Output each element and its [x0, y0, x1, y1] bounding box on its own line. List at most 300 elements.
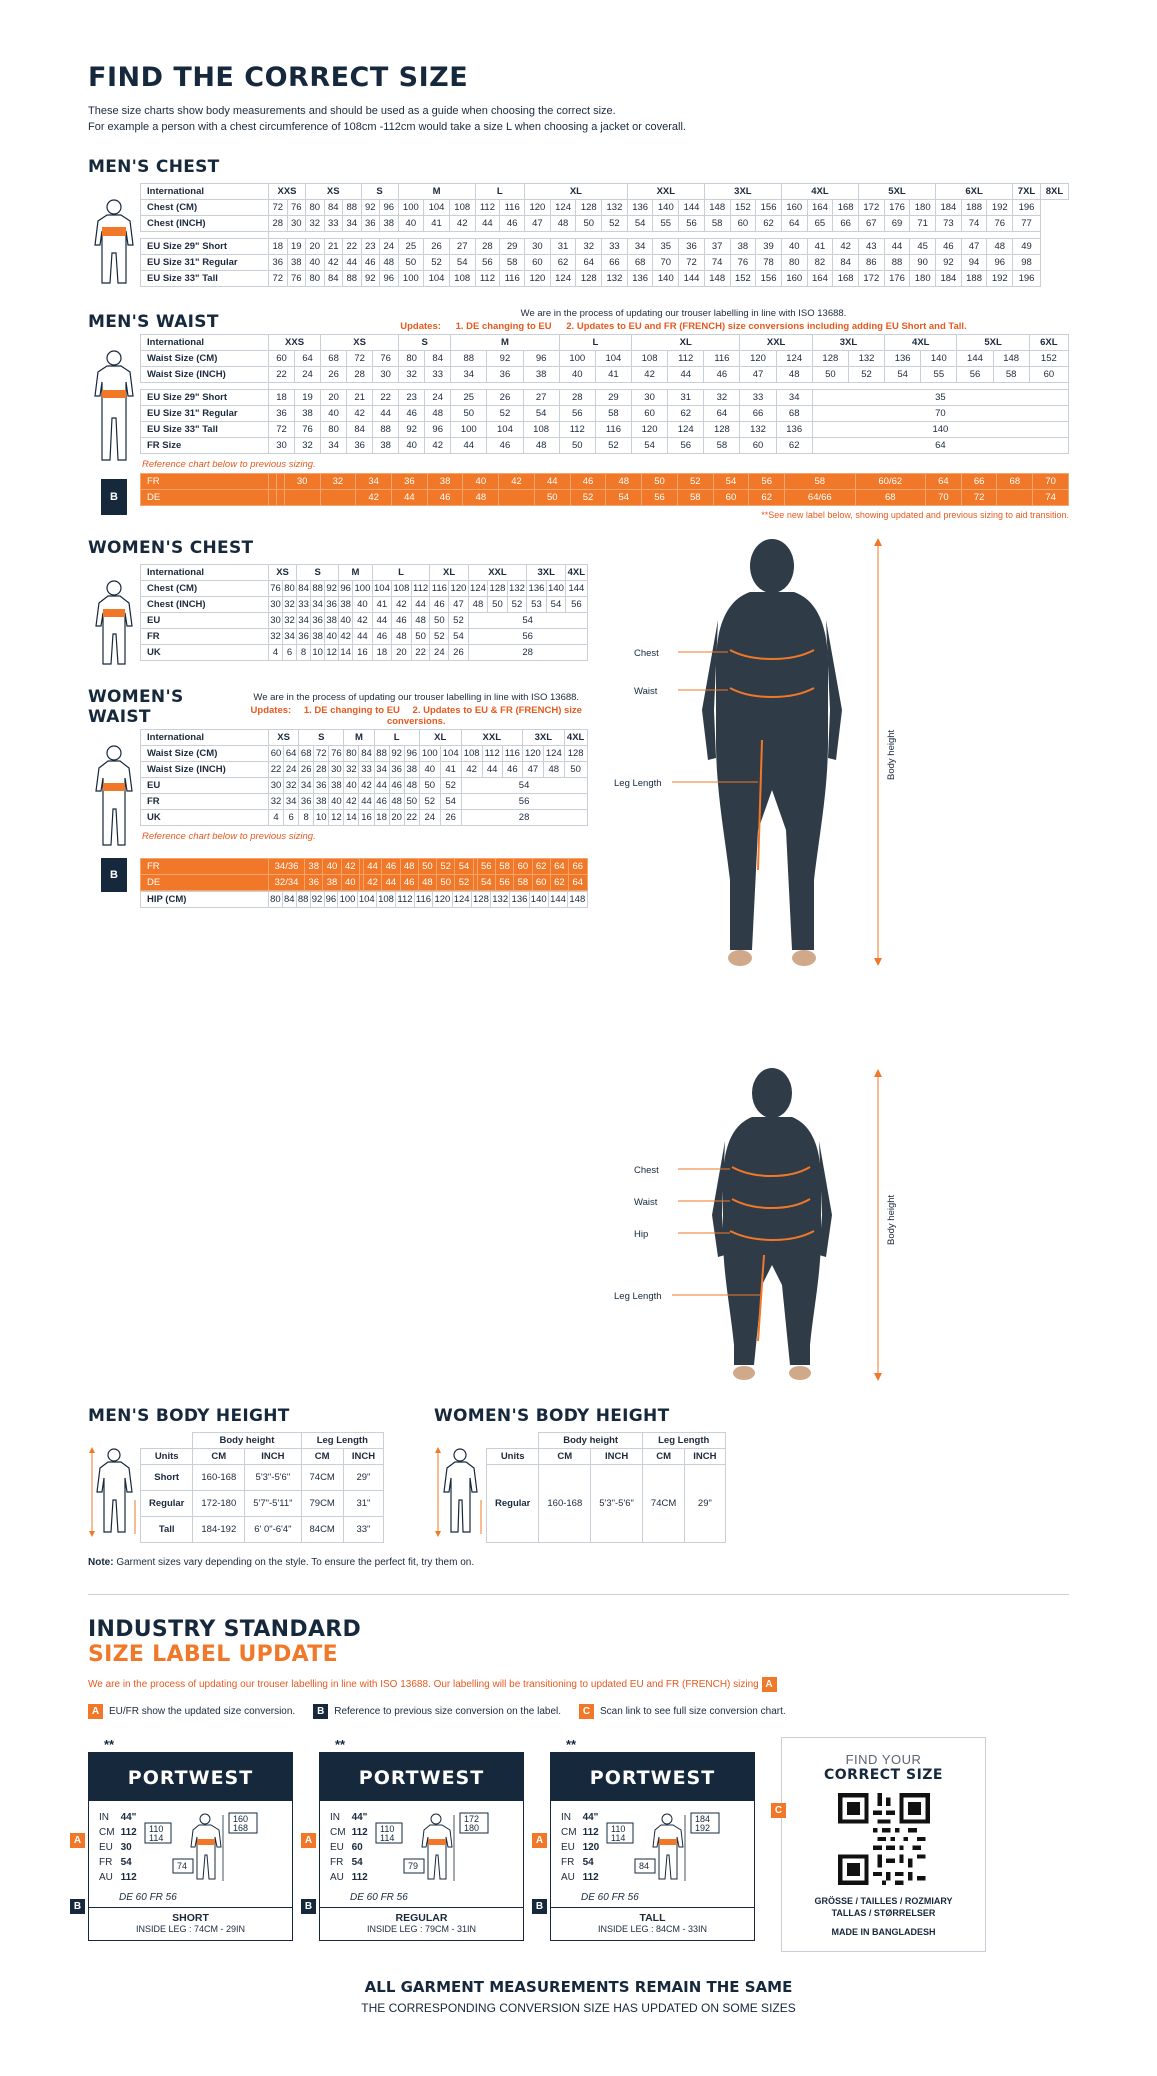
mens-waist-orange-body [141, 474, 1069, 506]
table-cell: 36 [314, 778, 329, 794]
table-cell: 128 [488, 581, 508, 597]
table-cell: 56 [566, 597, 587, 613]
table-cell: 68 [776, 406, 812, 422]
table-cell: 30 [269, 613, 283, 629]
table-cell: 48 [389, 794, 404, 810]
table-cell: 50 [534, 490, 570, 506]
row-label: FR [141, 474, 269, 490]
table-cell: 58 [993, 367, 1029, 383]
table-cell: 40 [344, 778, 359, 794]
table-cell: 23 [361, 239, 380, 255]
table-cell: 84 [833, 255, 859, 271]
table-cell: 60 [269, 746, 284, 762]
table-cell: 41 [807, 239, 833, 255]
table-row [141, 406, 1069, 422]
table-cell: 88 [343, 271, 362, 287]
row-label: EU Size 33" Tall [141, 422, 269, 438]
label-leg-length-male: Leg Length [613, 778, 662, 789]
col-size: 4XL [885, 335, 957, 351]
col-size: XS [269, 565, 297, 581]
col-size: M [339, 565, 373, 581]
table-cell: 46 [382, 859, 400, 875]
table-cell: 8 [299, 810, 314, 826]
table-cell: 76 [287, 271, 306, 287]
badge-a-card-3: A [532, 1833, 547, 1848]
table-cell: 152 [1029, 351, 1068, 367]
table-cell: 22 [404, 810, 419, 826]
row-label: Regular [141, 1491, 193, 1517]
table-cell: 132 [491, 892, 510, 908]
blank-cell [487, 1433, 539, 1449]
badge-a-card-2: A [301, 1833, 316, 1848]
table-cell: 67 [858, 216, 884, 232]
table-cell: 52 [440, 778, 461, 794]
label-leg-length-female: Leg Length [613, 1291, 662, 1302]
table-cell: 34 [311, 597, 325, 613]
footer-line-2: THE CORRESPONDING CONVERSION SIZE HAS UPDATED ON SOME SIZES [361, 2001, 796, 2015]
table-cell: 120 [522, 746, 543, 762]
table-cell: 88 [451, 351, 487, 367]
table-cell: 40 [398, 216, 424, 232]
table-cell: 44 [668, 367, 704, 383]
table-cell: 27 [449, 239, 475, 255]
table-cell: 42 [324, 255, 343, 271]
col-size: XXS [269, 184, 306, 200]
brand-logo-3: PORTWEST [551, 1753, 754, 1801]
table-cell: 108 [523, 422, 559, 438]
col-size: S [299, 730, 344, 746]
label-card-regular [304, 1737, 524, 1941]
label-body-3 [551, 1801, 754, 1890]
table-cell: 25 [451, 390, 487, 406]
table-cell: 84 [324, 200, 343, 216]
table-cell: 46 [361, 255, 380, 271]
mens-waist-table [140, 334, 1069, 454]
model-diagrams [588, 520, 1069, 1400]
female-torso-figure [88, 564, 140, 673]
badge-a-card-1: A [70, 1833, 85, 1848]
table-cell: 34 [299, 778, 314, 794]
table-cell: 47 [525, 216, 551, 232]
intro-line-2: For example a person with a chest circumference of 108cm -112cm would take a size L when choosing a jacket or coverall. [88, 121, 686, 133]
industry-title-2: SIZE LABEL UPDATE [88, 1642, 338, 1667]
industry-title-1: INDUSTRY STANDARD [88, 1617, 362, 1642]
table-cell: 73 [936, 216, 962, 232]
table-cell: 42 [359, 778, 374, 794]
table-cell: 88 [343, 200, 362, 216]
womens-waist-heading: WOMEN'S WAIST [88, 687, 184, 727]
table-cell: 6 [284, 810, 299, 826]
table-cell: 36 [361, 216, 380, 232]
table-cell: 14 [339, 645, 353, 661]
label-size-row [561, 1841, 603, 1854]
label-waist-male: Waist [633, 686, 657, 697]
table-cell: 44 [482, 762, 502, 778]
fit-name-2: REGULAR [395, 1912, 448, 1924]
table-cell: 34 [284, 794, 299, 810]
table-cell: 54 [713, 474, 749, 490]
col-size: S [361, 184, 398, 200]
mens-chest-block [88, 183, 1069, 292]
table-row [141, 1517, 384, 1543]
table-cell: 68 [627, 255, 653, 271]
table-cell: 47 [961, 239, 987, 255]
table-cell: 72 [269, 200, 288, 216]
row-label: EU Size 31" Regular [141, 406, 269, 422]
table-cell: 38 [404, 762, 419, 778]
table-cell: 72 [961, 490, 997, 506]
table-cell: 124 [776, 351, 812, 367]
table-row [141, 239, 1069, 255]
table-cell: 22 [343, 239, 362, 255]
table-cell: 50 [419, 778, 440, 794]
brand-logo-1: PORTWEST [89, 1753, 292, 1801]
womens-waist-ref-note: Reference chart below to previous sizing. [142, 831, 316, 842]
table-cell: 30 [632, 390, 668, 406]
mens-waist-updates [298, 321, 1069, 332]
qr-code[interactable] [792, 1793, 975, 1885]
table-cell: 54 [477, 875, 495, 891]
table-cell: 22 [269, 762, 284, 778]
table-cell: 104 [487, 422, 523, 438]
table-cell: 116 [414, 892, 433, 908]
label-sizes-body-1 [99, 1811, 141, 1884]
table-cell: 32 [576, 239, 602, 255]
table-cell: 36 [325, 597, 339, 613]
table-cell: 100 [398, 200, 424, 216]
table-cell: 44 [359, 794, 374, 810]
table-row [141, 875, 588, 891]
table-cell: 32/34 [269, 875, 305, 891]
col-international: International [141, 184, 269, 200]
table-cell: 42 [341, 859, 359, 875]
table-cell: 54 [468, 613, 587, 629]
col-size: M [398, 184, 475, 200]
table-cell: 92 [310, 892, 324, 908]
table-cell: 44 [372, 613, 392, 629]
badge-a-inline: A [762, 1677, 777, 1692]
row-label: Waist Size (CM) [141, 351, 269, 367]
table-cell: 32 [399, 367, 425, 383]
svg-text:114: 114 [611, 1833, 626, 1843]
table-cell: 44 [411, 597, 430, 613]
table-cell: 16 [359, 810, 374, 826]
womens-chest-block [88, 564, 588, 673]
table-cell: 140 [529, 892, 548, 908]
label-sizes-1 [97, 1809, 143, 1886]
intro-line-1: These size charts show body measurements and should be used as a guide when choosing the correct size. [88, 105, 616, 117]
table-cell: 34 [627, 239, 653, 255]
table-cell: 92 [361, 200, 380, 216]
table-cell: 104 [424, 271, 450, 287]
row-label: FR [141, 629, 269, 645]
womens-waist-block [88, 729, 588, 858]
table-cell: 44 [373, 406, 399, 422]
row-label: HIP (CM) [141, 892, 269, 908]
legend-text-b: Reference to previous size conversion on the label. [334, 1706, 562, 1717]
table-cell: 108 [632, 351, 668, 367]
label-size-key: EU [330, 1842, 344, 1853]
table-cell: 20 [306, 239, 325, 255]
table-row [141, 859, 588, 875]
table-cell: 80 [399, 351, 425, 367]
table-cell: 70 [1033, 474, 1069, 490]
table-cell: 52 [677, 474, 713, 490]
womens-chest-body [141, 581, 588, 661]
table-cell: 112 [475, 200, 500, 216]
badge-a: A [88, 1704, 103, 1719]
table-cell: 108 [376, 892, 395, 908]
table-row [141, 255, 1069, 271]
table-cell: 84CM [301, 1517, 343, 1543]
table-cell: 96 [380, 200, 399, 216]
table-cell: 48 [425, 406, 451, 422]
table-cell: 136 [527, 581, 547, 597]
row-label: Regular [487, 1465, 539, 1543]
label-size-row [330, 1856, 372, 1869]
qr-card[interactable] [781, 1737, 986, 1952]
table-cell: 92 [936, 255, 962, 271]
table-cell: 62 [550, 875, 568, 891]
table-cell: 4 [269, 645, 283, 661]
table-cell: 54 [449, 255, 475, 271]
table-cell: 39 [756, 239, 782, 255]
table-row [141, 474, 1069, 490]
section-divider [88, 1594, 1069, 1595]
table-cell: 98 [1013, 255, 1041, 271]
size-chart-page [0, 62, 1157, 2055]
table-cell: 100 [451, 422, 487, 438]
table-cell: 20 [389, 810, 404, 826]
label-sizes-body-2 [330, 1811, 372, 1884]
table-cell: 92 [325, 581, 339, 597]
table-cell: 184 [936, 271, 962, 287]
table-cell: 30 [269, 778, 284, 794]
table-cell: 66 [569, 859, 587, 875]
table-cell: 60 [713, 490, 749, 506]
legend-item-a [88, 1704, 295, 1719]
svg-text:180: 180 [463, 1823, 479, 1833]
table-cell: 44 [451, 438, 487, 454]
table-cell: 72 [679, 255, 705, 271]
table-cell: 42 [499, 474, 535, 490]
table-cell: 58 [514, 875, 532, 891]
table-cell: 76 [269, 581, 283, 597]
table-row [141, 271, 1069, 287]
table-cell: 44 [475, 216, 500, 232]
table-cell: 144 [957, 351, 993, 367]
table-cell: 80 [344, 746, 359, 762]
label-size-value: 60 [351, 1842, 363, 1853]
table-cell: 46 [502, 762, 522, 778]
table-cell: 38 [305, 859, 323, 875]
col-size: XS [321, 335, 399, 351]
table-cell: 108 [392, 581, 412, 597]
col-size: S [297, 565, 339, 581]
col-international: International [141, 730, 269, 746]
table-cell: 144 [679, 200, 705, 216]
col-size: 3XL [522, 730, 564, 746]
table-cell: 52 [570, 490, 606, 506]
table-cell: 120 [449, 581, 469, 597]
table-cell: 69 [884, 216, 910, 232]
table-cell: 33 [425, 367, 451, 383]
female-height-figure [434, 1432, 486, 1543]
table-cell: 25 [398, 239, 424, 255]
table-cell: 46 [487, 438, 523, 454]
legend-text-a: EU/FR show the updated size conversion. [109, 1706, 296, 1717]
svg-text:114: 114 [379, 1833, 395, 1843]
stars-3: ** [566, 1737, 577, 1752]
table-cell: 100 [419, 746, 440, 762]
table-cell: 28 [347, 367, 373, 383]
label-box-1 [73, 1752, 293, 1941]
table-cell: 60 [525, 255, 551, 271]
table-cell: 38 [295, 406, 321, 422]
table-cell: 64 [926, 474, 962, 490]
table-cell: 112 [482, 746, 502, 762]
table-cell: 56 [559, 406, 595, 422]
svg-text:168: 168 [232, 1823, 248, 1833]
table-cell: 88 [374, 746, 389, 762]
table-cell: 50 [437, 875, 455, 891]
table-cell: 80 [269, 892, 283, 908]
table-cell: 156 [756, 200, 782, 216]
table-cell: 6' 0"-6'4" [245, 1517, 301, 1543]
table-cell: 32 [283, 597, 297, 613]
table-cell: 18 [374, 810, 389, 826]
table-cell: 27 [523, 390, 559, 406]
table-cell: 116 [500, 271, 525, 287]
table-cell: 41 [424, 216, 450, 232]
table-cell: 124 [452, 892, 471, 908]
label-size-key: FR [330, 1857, 344, 1868]
blank-cell [141, 1433, 193, 1449]
table-cell: 52 [507, 597, 527, 613]
col-inch: INCH [591, 1449, 643, 1465]
table-cell: 68 [299, 746, 314, 762]
mens-waist-star-note: **See new label below, showing updated and previous sizing to aid transition. [761, 510, 1069, 520]
table-cell: 58 [704, 438, 740, 454]
table-cell: 192 [987, 271, 1013, 287]
table-cell: 42 [392, 597, 412, 613]
table-cell: 48 [380, 255, 399, 271]
label-size-value: 112 [120, 1872, 137, 1883]
table-cell: 144 [566, 581, 587, 597]
table-cell: 28 [475, 239, 500, 255]
table-cell: 132 [848, 351, 884, 367]
row-label: Chest (CM) [141, 200, 269, 216]
table-cell: 140 [812, 422, 1068, 438]
table-cell: 52 [449, 613, 469, 629]
table-cell: 23 [399, 390, 425, 406]
table-cell [269, 490, 277, 506]
table-cell: 36 [299, 794, 314, 810]
table-cell [284, 490, 320, 506]
table-cell: 184 [936, 200, 962, 216]
table-cell: 62 [776, 438, 812, 454]
table-cell [499, 490, 535, 506]
row-label: Chest (INCH) [141, 216, 269, 232]
col-cm: CM [539, 1449, 591, 1465]
table-cell: 28 [468, 645, 587, 661]
label-size-value: 112 [582, 1827, 599, 1838]
table-cell: 50 [430, 613, 449, 629]
table-cell: 46 [374, 794, 389, 810]
table-cell: 66 [961, 474, 997, 490]
table-cell: 46 [936, 239, 962, 255]
table-cell: 80 [306, 200, 325, 216]
label-size-key: AU [561, 1872, 575, 1883]
table-cell: 55 [921, 367, 957, 383]
table-cell: 55 [653, 216, 679, 232]
table-cell: 30 [269, 597, 283, 613]
table-cell: 148 [704, 271, 730, 287]
table-cell: 48 [392, 629, 412, 645]
table-cell: 48 [543, 762, 564, 778]
table-cell: 160-168 [539, 1465, 591, 1543]
table-cell: 46 [400, 875, 418, 891]
male-waist-figure [88, 334, 140, 473]
table-cell: 68 [997, 474, 1033, 490]
table-cell: 56 [461, 794, 587, 810]
table-cell: 10 [311, 645, 325, 661]
label-size-row [330, 1841, 372, 1854]
industry-note [88, 1677, 1069, 1692]
table-cell: 38 [373, 438, 399, 454]
table-cell: 104 [440, 746, 461, 762]
table-cell: 80 [321, 422, 347, 438]
table-cell: 54 [606, 490, 642, 506]
table-row [141, 892, 588, 908]
table-cell: 38 [323, 875, 341, 891]
qr-caption-1: GRÖSSE / TAILLES / ROZMIARY [814, 1896, 953, 1906]
table-cell: 65 [807, 216, 833, 232]
table-cell: 42 [356, 490, 392, 506]
table-cell: 40 [339, 613, 353, 629]
table-cell: 44 [884, 239, 910, 255]
col-size: XXL [627, 184, 704, 200]
label-size-value: 112 [351, 1872, 368, 1883]
table-cell: 68 [321, 351, 347, 367]
mens-body-height-body [141, 1465, 384, 1543]
table-cell: 50 [642, 474, 678, 490]
table-cell: 24 [380, 239, 399, 255]
qr-caption-2: TALLAS / STØRRELSER [831, 1908, 936, 1918]
table-cell: 38 [314, 794, 329, 810]
table-cell: 22 [269, 367, 295, 383]
label-size-value: 54 [120, 1857, 132, 1868]
table-cell: 60 [740, 438, 776, 454]
table-cell: 35 [812, 390, 1068, 406]
table-cell: 24 [430, 645, 449, 661]
table-cell: 42 [461, 762, 482, 778]
table-cell: 84 [282, 892, 296, 908]
table-cell: 72 [269, 422, 295, 438]
table-cell: 104 [595, 351, 631, 367]
label-card-short [73, 1737, 293, 1941]
footer-line-1: ALL GARMENT MEASUREMENTS REMAIN THE SAME [364, 1978, 793, 1996]
table-cell: 28 [314, 762, 329, 778]
table-cell: 21 [347, 390, 373, 406]
table-cell: 70 [926, 490, 962, 506]
table-cell: 32 [295, 438, 321, 454]
row-label: Waist Size (CM) [141, 746, 269, 762]
label-foot-3 [551, 1907, 754, 1940]
table-cell: 33" [343, 1517, 383, 1543]
svg-text:84: 84 [639, 1861, 650, 1871]
table-cell: 88 [884, 255, 910, 271]
